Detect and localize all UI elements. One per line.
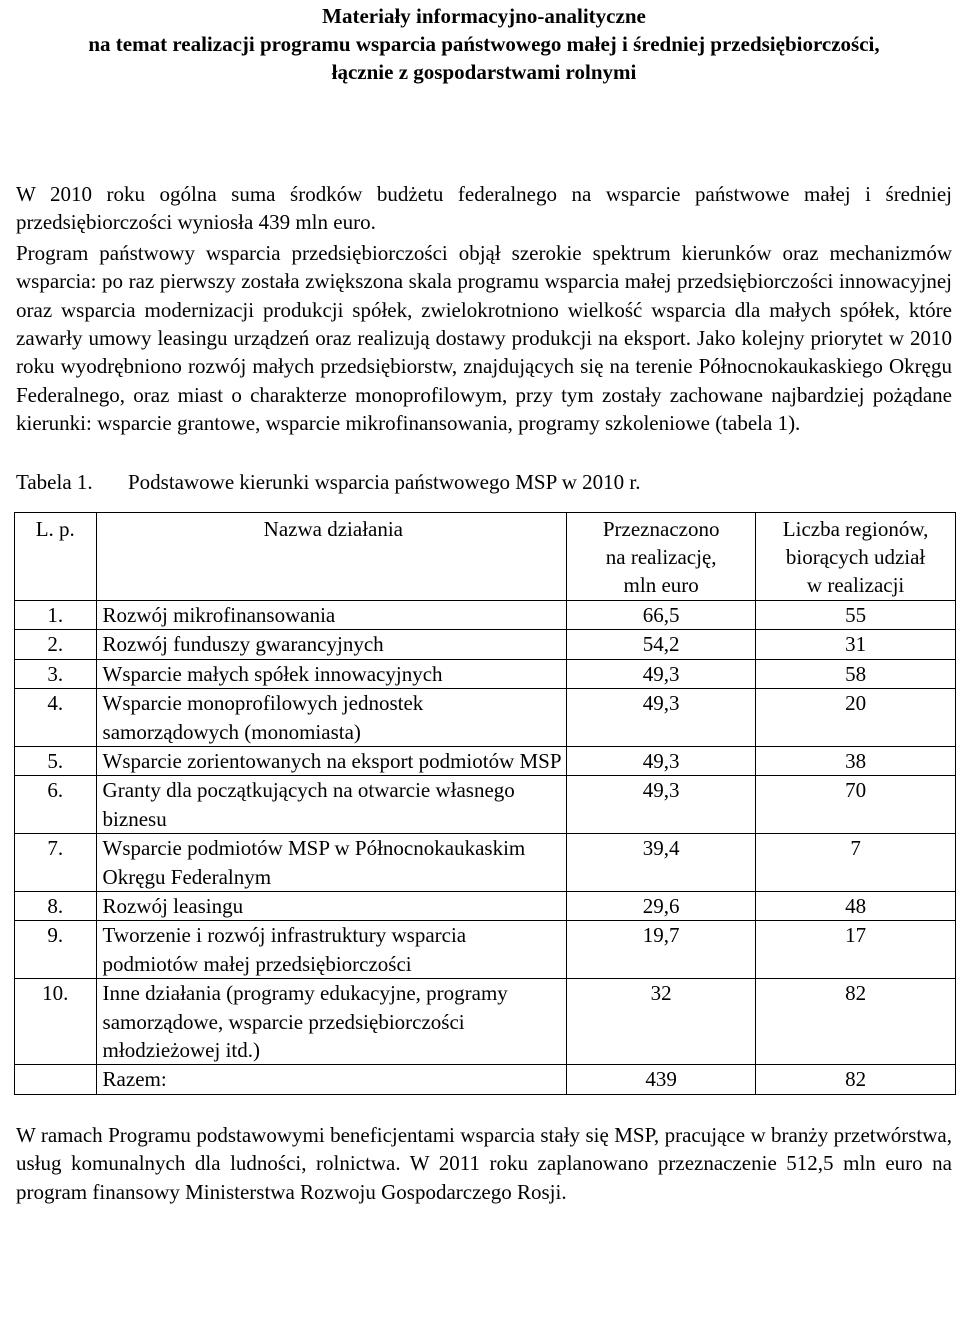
row-amount: 29,6	[567, 891, 756, 920]
table-row	[15, 776, 956, 834]
document-title	[16, 2, 952, 86]
row-lp: 3.	[15, 659, 97, 688]
header-regions-line-2: biorących udział	[785, 545, 926, 570]
row-amount: 49,3	[567, 659, 756, 688]
header-amount-line-1: Przeznaczono	[602, 516, 720, 541]
row-name: Rozwój mikrofinansowania	[96, 600, 567, 629]
row-regions: 7	[756, 834, 956, 892]
row-lp: 8.	[15, 891, 97, 920]
row-name: Wsparcie zorientowanych na eksport podmiotów MSP	[96, 746, 567, 775]
table-row	[15, 979, 956, 1065]
row-amount: 49,3	[567, 776, 756, 834]
table-row	[15, 689, 956, 747]
row-name: Rozwój leasingu	[96, 891, 567, 920]
table-caption-text: Podstawowe kierunki wsparcia państwowego MSP w 2010 r.	[128, 469, 641, 494]
header-lp: L. p.	[15, 512, 97, 600]
row-regions: 58	[756, 659, 956, 688]
total-regions: 82	[756, 1065, 956, 1094]
header-name: Nazwa działania	[96, 512, 567, 600]
row-name: Wsparcie podmiotów MSP w Północnokaukaskim Okręgu Federalnym	[96, 834, 567, 892]
document-page	[16, 0, 952, 1206]
table-caption-label: Tabela 1.	[16, 469, 93, 494]
row-lp: 2.	[15, 630, 97, 659]
header-amount	[567, 512, 756, 600]
title-line-1: Materiały informacyjno-analityczne	[322, 4, 646, 28]
intro-paragraph-2: Program państwowy wsparcia przedsiębiorczości objął szerokie spektrum kierunków oraz mechanizmów wsparcia: po raz pierwszy została zwiększona skala programu wsparcia małej przedsiębiorczości innowacyjnej oraz wsparcia modernizacji produkcji spółek, zwielokrotniono wielkość wsparcia dla małych spółek, które zawarły umowy leasingu urządzeń oraz realizują dostawy produkcji na eksport. Jako kolejny priorytet w 2010 roku wyodrębniono rozwój małych przedsiębiorstw, znajdujących się na terenie Północnokaukaskiego Okręgu Federalnego, oraz miast o charakterze monoprofilowym, przy tym zostały zachowane najbardziej pożądane kierunki: wsparcie grantowe, wsparcie mikrofinansowania, programy szkoleniowe (tabela 1).	[16, 240, 952, 436]
header-regions-line-3: w realizacji	[806, 573, 905, 598]
table-row	[15, 630, 956, 659]
row-regions: 70	[756, 776, 956, 834]
intro-paragraph-1: W 2010 roku ogólna suma środków budżetu federalnego na wsparcie państwowe małej i średniej przedsiębiorczości wyniosła 439 mln euro.	[16, 182, 952, 235]
row-regions: 82	[756, 979, 956, 1065]
row-amount: 32	[567, 979, 756, 1065]
header-amount-line-3: mln euro	[623, 573, 699, 598]
row-lp: 7.	[15, 834, 97, 892]
table-row	[15, 746, 956, 775]
row-amount: 66,5	[567, 600, 756, 629]
row-lp: 1.	[15, 600, 97, 629]
row-name: Tworzenie i rozwój infrastruktury wsparcia podmiotów małej przedsiębiorczości	[96, 921, 567, 979]
title-line-3: łącznie z gospodarstwami rolnymi	[331, 60, 637, 84]
closing-paragraph: W ramach Programu podstawowymi beneficjentami wsparcia stały się MSP, pracujące w branży przetwórstwa, usług komunalnych dla ludności, rolnictwa. W 2011 roku zaplanowano przeznaczenie 512,5 mln euro na program finansowy Ministerstwa Rozwoju Gospodarczego Rosji.	[16, 1122, 952, 1204]
total-label: Razem:	[96, 1065, 567, 1094]
row-name: Granty dla początkujących na otwarcie własnego biznesu	[96, 776, 567, 834]
row-name: Rozwój funduszy gwarancyjnych	[96, 630, 567, 659]
table-row	[15, 659, 956, 688]
total-amount: 439	[567, 1065, 756, 1094]
row-regions: 48	[756, 891, 956, 920]
row-lp: 9.	[15, 921, 97, 979]
total-lp-empty	[15, 1065, 97, 1094]
header-regions	[756, 512, 956, 600]
row-regions: 55	[756, 600, 956, 629]
row-name: Inne działania (programy edukacyjne, programy samorządowe, wsparcie przedsiębiorczości młodzieżowej itd.)	[96, 979, 567, 1065]
row-lp: 4.	[15, 689, 97, 747]
support-table	[14, 512, 956, 1095]
header-regions-line-1: Liczba regionów,	[782, 516, 929, 541]
table-row	[15, 600, 956, 629]
row-lp: 6.	[15, 776, 97, 834]
row-amount: 39,4	[567, 834, 756, 892]
table-row	[15, 921, 956, 979]
table-caption	[16, 468, 952, 496]
table-total-row	[15, 1065, 956, 1094]
row-regions: 20	[756, 689, 956, 747]
row-lp: 5.	[15, 746, 97, 775]
row-name: Wsparcie monoprofilowych jednostek samorządowych (monomiasta)	[96, 689, 567, 747]
row-amount: 49,3	[567, 746, 756, 775]
title-line-2: na temat realizacji programu wsparcia państwowego małej i średniej przedsiębiorczości,	[88, 32, 880, 56]
row-regions: 17	[756, 921, 956, 979]
row-regions: 38	[756, 746, 956, 775]
row-amount: 49,3	[567, 689, 756, 747]
table-row	[15, 834, 956, 892]
table-row	[15, 891, 956, 920]
header-amount-line-2: na realizację,	[605, 545, 717, 570]
row-amount: 54,2	[567, 630, 756, 659]
row-regions: 31	[756, 630, 956, 659]
row-amount: 19,7	[567, 921, 756, 979]
table-header-row	[15, 512, 956, 600]
row-lp: 10.	[15, 979, 97, 1065]
row-name: Wsparcie małych spółek innowacyjnych	[96, 659, 567, 688]
